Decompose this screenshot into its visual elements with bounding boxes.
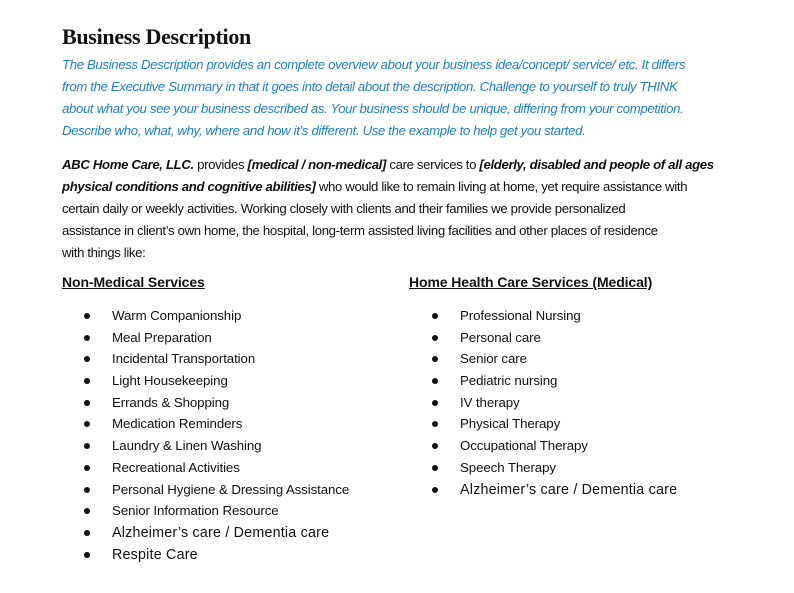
- list-item: Physical Therapy: [432, 416, 677, 438]
- list-item: Occupational Therapy: [432, 438, 677, 460]
- example-line: with things like:: [62, 245, 146, 260]
- list-item: Warm Companionship: [84, 308, 349, 330]
- bullet-icon: [432, 313, 438, 319]
- instruction-line: about what you see your business described as. Your business should be unique, differing from your competition.: [62, 101, 684, 116]
- list-item: Personal care: [432, 330, 677, 352]
- bullet-icon: [432, 356, 438, 362]
- medical-list: [432, 308, 677, 503]
- bullet-icon: [84, 378, 90, 384]
- bullet-icon: [84, 400, 90, 406]
- placeholder-service-type: [medical / non-medical]: [247, 157, 387, 172]
- bullet-icon: [84, 530, 90, 536]
- text: care services to: [386, 157, 480, 172]
- bullet-icon: [84, 508, 90, 514]
- list-item: Recreational Activities: [84, 460, 349, 482]
- list-item: Respite Care: [84, 547, 349, 569]
- bullet-icon: [84, 356, 90, 362]
- bullet-icon: [84, 552, 90, 558]
- text: provides: [193, 157, 248, 172]
- list-item: Errands & Shopping: [84, 395, 349, 417]
- list-item: Laundry & Linen Washing: [84, 438, 349, 460]
- bullet-icon: [432, 400, 438, 406]
- instruction-line: Describe who, what, why, where and how it’s different. Use the example to help get you started.: [62, 123, 586, 138]
- company-name: ABC Home Care, LLC.: [62, 157, 194, 172]
- placeholder-clients-cont: physical conditions and cognitive abilities]: [62, 179, 316, 194]
- list-item: Senior care: [432, 351, 677, 373]
- bullet-icon: [432, 465, 438, 471]
- bullet-icon: [84, 487, 90, 493]
- list-item: Medication Reminders: [84, 416, 349, 438]
- bullet-icon: [432, 487, 438, 493]
- example-line: [62, 179, 687, 194]
- bullet-icon: [432, 335, 438, 341]
- example-line: assistance in client’s own home, the hospital, long-term assisted living facilities and other places of residence: [62, 223, 658, 238]
- instruction-line: The Business Description provides an complete overview about your business idea/concept/ service/ etc. It differs: [62, 57, 686, 72]
- non-medical-heading: Non-Medical Services: [62, 274, 205, 290]
- example-line: certain daily or weekly activities. Working closely with clients and their families we provide personalized: [62, 201, 626, 216]
- placeholder-clients: [elderly, disabled and people of all ages: [479, 157, 714, 172]
- bullet-icon: [432, 378, 438, 384]
- bullet-icon: [84, 421, 90, 427]
- list-item: Speech Therapy: [432, 460, 677, 482]
- non-medical-list: [84, 308, 349, 568]
- list-item: Pediatric nursing: [432, 373, 677, 395]
- bullet-icon: [432, 443, 438, 449]
- bullet-icon: [84, 335, 90, 341]
- list-item: IV therapy: [432, 395, 677, 417]
- instruction-line: from the Executive Summary in that it goes into detail about the description. Challenge to yourself to truly THINK: [62, 79, 678, 94]
- medical-heading: Home Health Care Services (Medical): [409, 274, 653, 290]
- list-item: Alzheimer’s care / Dementia care: [432, 482, 677, 504]
- list-item: Light Housekeeping: [84, 373, 349, 395]
- list-item: Personal Hygiene & Dressing Assistance: [84, 482, 349, 504]
- example-line: [62, 157, 714, 172]
- list-item: Professional Nursing: [432, 308, 677, 330]
- list-item: Meal Preparation: [84, 330, 349, 352]
- bullet-icon: [84, 465, 90, 471]
- bullet-icon: [84, 313, 90, 319]
- bullet-icon: [432, 421, 438, 427]
- list-item: Incidental Transportation: [84, 351, 349, 373]
- list-item: Alzheimer’s care / Dementia care: [84, 525, 349, 547]
- page-title: Business Description: [62, 24, 251, 49]
- bullet-icon: [84, 443, 90, 449]
- list-item: Senior Information Resource: [84, 503, 349, 525]
- text: who would like to remain living at home, yet require assistance with: [315, 179, 688, 194]
